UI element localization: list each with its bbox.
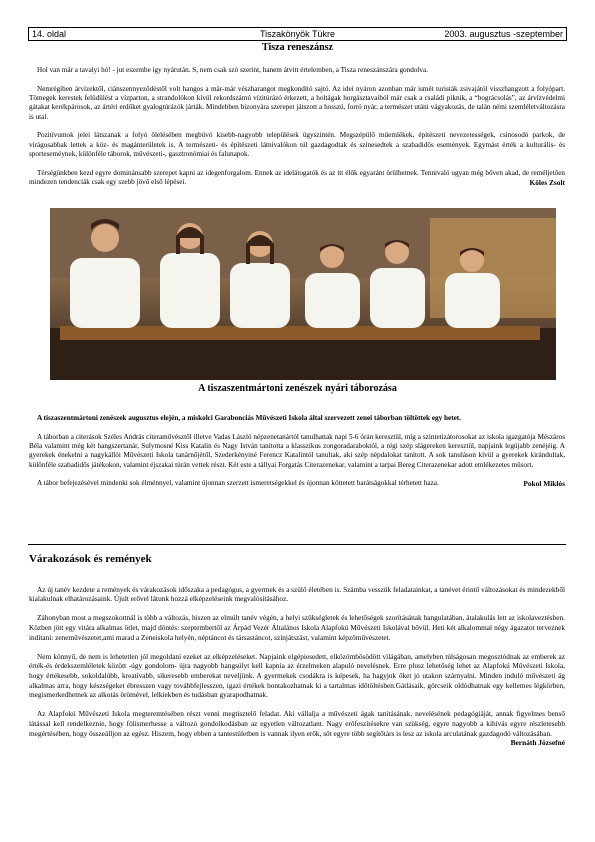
page-header bbox=[28, 27, 567, 41]
paragraph: Hol van már a tavalyi hó! - jut eszembe így nyárután. S, nem csak szó szerint, hanem átvitt értelemben, a Tisza reneszánszára gondolva. bbox=[37, 66, 428, 75]
paragraph: A táborban a citerások Széles András citeraművésztől illetve Vadas László népzenetanártól tanulhattak napi 5-6 órán keresztül, míg a szintetizátorosokat az iskola igazgatója Mészáros Béla valamint még két hangszertanár, Sulymosné Kiss Katalin és Nagy István tanította a klasszikus zongoradaraboktól, a régi szép slágereken keresztül, napjaink legújabb zenéjéig. A gyerekek énekelni a nagykállói Művészeti Iskola tanárnőjétől, Szederkényiné Ferencz Katalintól tanultak, aki szép népdalokat tanított. A sok tanuláson kívül a gyerekek kirándultak, különféle szabadidős játékokon, valamint éjszakai túrán vettek részt. Két este a tállyai Forgatás Citerazenekar, valamint a tarpai Bereg Citerazenekar adott emlékezetes műsort. bbox=[29, 432, 565, 469]
lead-paragraph: A tiszaszentmártoni zenészek augusztus elején, a miskolci Garabonciás Művészeti Iskola által szervezett zenei táborban töltöttek egy hetet. bbox=[37, 414, 461, 423]
musicians-photo bbox=[50, 208, 556, 380]
photo-illustration bbox=[50, 208, 556, 380]
page-number: 14. oldal bbox=[32, 29, 67, 39]
publication-title: Tiszakönyök Tükre bbox=[259, 29, 336, 39]
article-title-tisza: Tisza reneszánsz bbox=[261, 42, 333, 53]
paragraph: Nemrégiben árvízektől, ciánszennyeződéstől volt hangos a már-már vészharangot megkondító sajtó. Az idei nyáron azonban már ismét turisták zsivajától visszhangzott a folyópart. Tömegek kerestek felüdülést a vízparton, a strandolókon kívül rekordszámú vízitúrázó érkezett, a holtágak horgásztavaiból már csak a családi piknik, a “bográcsolás”, az árvízvédelmi gátakat kerékpárosok, az ártéri erdőket gyalogtúrázók járták. Mindebben bizonyára szerepet játszott a hosszú, forró nyár, a természet utáni vágyakozás, de talán némi szemléletváltozásra is utal. bbox=[29, 84, 565, 121]
paragraph: Az Alapfokú Művészeti Iskola megteremtésében részt venni megtisztelő feladat. Aki vállalja a művészeti ágak tanításának, nevelésének pedagógiáját, annak figyelmes benső látással kell rendelkeznie, hogy fölismerhesse a változó gondolkodásban az egyetlen változatlant. Nagy erőfeszítésekre van szükség, egyre nagyobb a kihívás egyre részletesebb megértésében, hogy összeálljon az egész. Hiszem, hogy ebben a tantestületben is vannak ilyen erők, sőt egyre több segítőtárs is lesz az iskola arculatának gazdagodó változásában. Bernáth Józsefné bbox=[29, 709, 565, 748]
article-title-expectations: Várakozások és remények bbox=[29, 553, 152, 565]
article-body-expectations bbox=[29, 575, 565, 748]
author-signature: Bernáth Józsefné bbox=[510, 738, 565, 748]
paragraph: A tábor befejezésével mindenki sok élménnyel, valamint újonnan szerzett ismeretségekkel és újonnan köttetett barátságokkal térhetett haza. Pokol Miklós bbox=[37, 479, 565, 489]
section-divider bbox=[28, 544, 566, 545]
issue-date: 2003. augusztus -szeptember bbox=[444, 29, 563, 39]
paragraph: Az új tanév kezdete a remények és várakozások időszaka a pedagógus, a gyermek és a szülő életében is. Számba vesszük feladatainkat, a tanévet érintő változásokat és mindezekből kialakulnak elhatározásaink. Újult erővel látunk hozzá elképzeléseink megvalósításához. bbox=[29, 584, 565, 604]
paragraph: Nem könnyű, de nem is lehetetlen jól megoldani ezeket az elképzeléseket. Napjaink elgépiesedett, elközömbösödött világában, amelyben túlságosan megosztódnak az emberek az érték-és érdekszemléletek között -úgy gondolom- újra nagyobb hangsúlyt kell kapnia az érzelmeken alapuló nevelésnek. Erre plusz lehetőség lehet az Alapfokú Művészeti Iskola, hogy értékesebb, sokoldalúbb, kreatívabb, sikeresebb emberekat neveljünk. A gyermekek csodákra is képesek, ha hagyjuk őket jó utakon szárnyalni. Minden induló művészeti ág alkalmas arra, hogy készségeket ébresszen vagy továbbfejlesszen, igazi értékek bontakozhatnak ki a tartalmas időtöltésben.Gátlásaik, görcseik oldódhatnak egy kellemes légkörben, megismerkedhetnek az alkotás örömével, lelkiekben és tudásban gyarapodhatnak. bbox=[29, 651, 565, 700]
paragraph: Záhonyban most a megszokottnál is több a változás, hiszen az elmúlt tanév végén, a helyi szükségletek és lehetőségek szorításának hangulatában, átalakulás lett az iskolaveztésben. Közben jött egy vitára alkalmas ötlet, majd döntés: szeptembertől az Árpád Vezér Általános Iskola Alapfokú Művészeti Iskolával bővül. Heti két alkalommal négy ágazatot terveznek indítani: zeneművészetet,ami marad a Zeneiskola helyén, néptáncot és társastáncot, színjátszást, valamint képzőművészetet. bbox=[29, 613, 565, 642]
photo-caption: A tiszaszentmártoni zenészek nyári táborozása bbox=[198, 383, 397, 394]
paragraph: Pozitívumok jelei látszanak a folyó ölelésében megbúvó kisebb-nagyobb települések ügyszintén. Megszépülő műemlékek, építészeti nevezetességek, csinosodó parkok, de virágosabbak lettek a köz- és magánterületek is. A természeti- és építészeti látnivalókon túl gazdagodtak és színesedtek a szabadidős események. Egymást érték a kulturális- és sporteseméynek, különféle táborok, művészeti-, gasztronómiai és falunapok. bbox=[29, 131, 565, 158]
author-signature: Köles Zsolt bbox=[529, 177, 565, 187]
article-body-tisza bbox=[29, 57, 565, 196]
author-signature: Pokol Miklós bbox=[523, 479, 565, 489]
article-body-camp bbox=[29, 405, 565, 498]
paragraph: Térségünkben kezd egyre dominánsabb szerepet kapni az idegenforgalom. Ennek az idelátogatók és az itt élők egyaránt örülhetnek. Tennivaló ugyan még bőven akad, de reméljetően mindezen tendenciák csak egy szebb jövő első lépései. Köles Zsolt bbox=[29, 168, 565, 187]
